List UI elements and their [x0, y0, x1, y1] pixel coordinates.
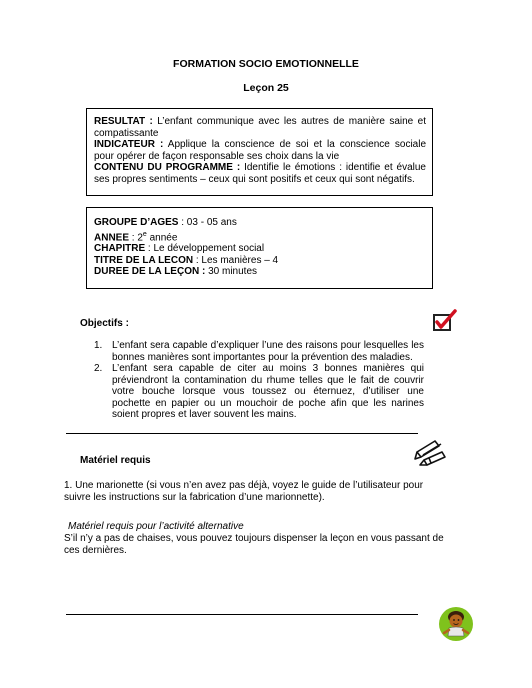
pencil-crayon-icon — [414, 438, 448, 468]
chapitre-line — [94, 243, 426, 255]
child-mascot-icon — [438, 606, 474, 642]
alt-text: S’il n’y a pas de chaises, vous pouvez toujours dispenser la leçon en vous passant de ces dernières. — [64, 533, 444, 556]
annee-label: ANNEE — [94, 231, 130, 243]
titre-text: : Les manières – 4 — [193, 254, 279, 266]
annee-line — [94, 229, 426, 244]
chapitre-text: : Le développement social — [145, 243, 265, 255]
resultat-line — [94, 116, 426, 139]
materiel-item: 1. Une marionette (si vous n’en avez pas déjà, voyez le guide de l’utilisateur pour suivre les instructions sur la fabrication d’une marionnette). — [64, 480, 424, 503]
checkbox-check-icon — [432, 309, 458, 333]
materiel-heading: Matériel requis — [80, 455, 151, 466]
list-item-number: 2. — [94, 363, 103, 374]
duree-line — [94, 266, 426, 278]
annee-sup: e — [142, 230, 147, 238]
duree-label: DUREE DE LA LEÇON : — [94, 266, 206, 278]
annee-text-post: année — [146, 231, 178, 243]
indicateur-label: INDICATEUR : — [94, 139, 164, 150]
lesson-number: Leçon 25 — [243, 82, 289, 94]
resultat-label: RESULTAT : — [94, 116, 153, 127]
contenu-label: CONTENU DU PROGRAMME : — [94, 162, 241, 173]
contenu-text: Identifie le émotions : identifie et évalue ses propres sentiments – ceux qui sont positifs et ceux qui sont négatifs. — [94, 162, 426, 185]
titre-line — [94, 255, 426, 267]
alt-heading: Matériel requis pour l’activité alternative — [68, 521, 244, 532]
section-divider — [66, 433, 418, 434]
resultat-text: L’enfant communique avec les autres de manière saine et compatissante — [94, 116, 426, 139]
list-item-text: L’enfant sera capable de citer au moins 3 bonnes manières qui préviendront la contamination du rhume telles que le fait de couvrir votre bouche lorsque vous toussez ou éternuez, d’utiliser une pochette en papier ou un mouchoir de poche afin que les narines soient propres et laver souvent les mains. — [112, 363, 424, 420]
titre-label: TITRE DE LA LECON — [94, 254, 194, 266]
objectifs-heading: Objectifs : — [80, 318, 129, 329]
document-title: FORMATION SOCIO EMOTIONNELLE — [173, 58, 359, 70]
bottom-divider — [66, 614, 418, 615]
list-item-number: 1. — [94, 340, 103, 351]
contenu-line — [94, 162, 426, 185]
groupe-text: : 03 - 05 ans — [178, 217, 237, 228]
list-item-text: L’enfant sera capable d’expliquer l’une des raisons pour lesquelles les bonnes manières sont importantes pour la prévention des maladies. — [112, 340, 424, 363]
list-item — [94, 363, 424, 421]
indicateur-text: Applique la conscience de soi et la conscience sociale pour opérer de façon responsable ses choix dans la vie — [94, 139, 427, 162]
groupe-label: GROUPE D’AGES — [94, 217, 179, 228]
annee-text: : 2 — [129, 231, 143, 243]
indicateur-line — [94, 139, 426, 162]
list-item — [94, 340, 424, 363]
groupe-line — [94, 217, 426, 229]
objectifs-list — [94, 340, 424, 421]
duree-text: 30 minutes — [205, 266, 258, 278]
lesson-info-box — [86, 207, 433, 289]
outcomes-box — [86, 108, 433, 196]
chapitre-label: CHAPITRE — [94, 243, 146, 255]
